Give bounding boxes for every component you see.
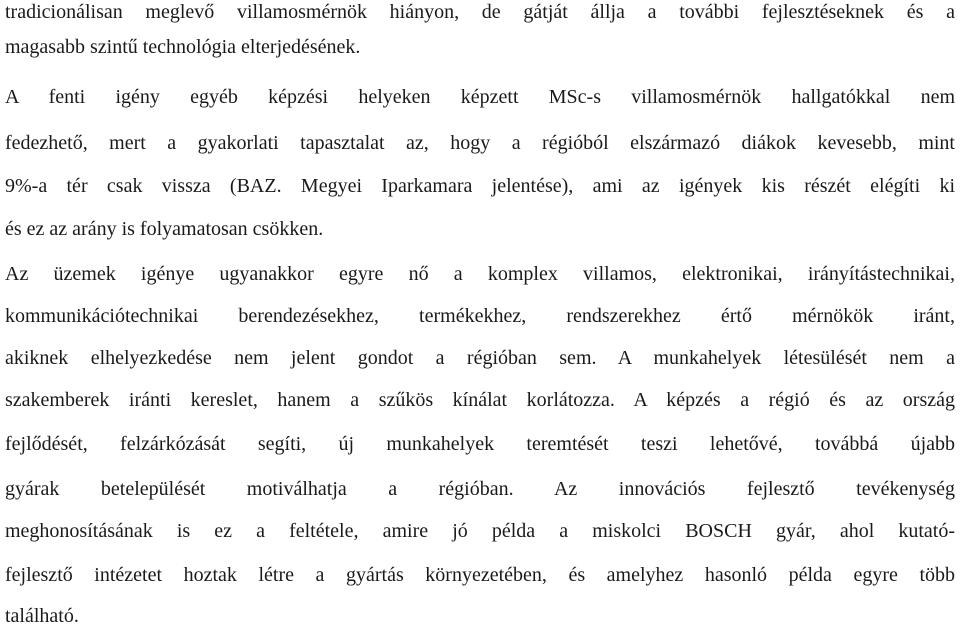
text-line: Az üzemek igénye ugyanakkor egyre nő a komplex villamos, elektronikai, irányítástechnikai, (5, 263, 955, 285)
text-line: található. (5, 605, 79, 627)
text-line: gyárak betelepülését motiválhatja a régióban. Az innovációs fejlesztő tevékenység (5, 478, 955, 500)
text-line: fejlesztő intézetet hoztak létre a gyártás környezetében, és amelyhez hasonló példa egyre több (5, 564, 955, 586)
text-line: akiknek elhelyezkedése nem jelent gondot a régióban sem. A munkahelyek létesülését nem a (5, 347, 955, 369)
text-line: fedezhető, mert a gyakorlati tapasztalat az, hogy a régióból elszármazó diákok kevesebb, mint (5, 132, 955, 154)
text-line: magasabb szintű technológia elterjedésének. (5, 36, 361, 58)
text-line: fejlődését, felzárkózását segíti, új munkahelyek teremtését teszi lehetővé, továbbá újabb (5, 433, 955, 455)
text-line: meghonosításának is ez a feltétele, amire jó példa a miskolci BOSCH gyár, ahol kutató- (5, 520, 955, 542)
text-line: és ez az arány is folyamatosan csökken. (5, 218, 324, 240)
text-line: kommunikációtechnikai berendezésekhez, termékekhez, rendszerekhez értő mérnökök iránt, (5, 305, 955, 327)
text-line: 9%-a tér csak vissza (BAZ. Megyei Iparkamara jelentése), ami az igények kis részét elégíti ki (5, 175, 955, 197)
text-line: szakemberek iránti kereslet, hanem a szűkös kínálat korlátozza. A képzés a régió és az ország (5, 389, 955, 411)
text-line: tradicionálisan meglevő villamosmérnök hiányon, de gátját állja a további fejlesztéseknek és a (5, 1, 955, 23)
text-line: A fenti igény egyéb képzési helyeken képzett MSc-s villamosmérnök hallgatókkal nem (5, 86, 955, 108)
